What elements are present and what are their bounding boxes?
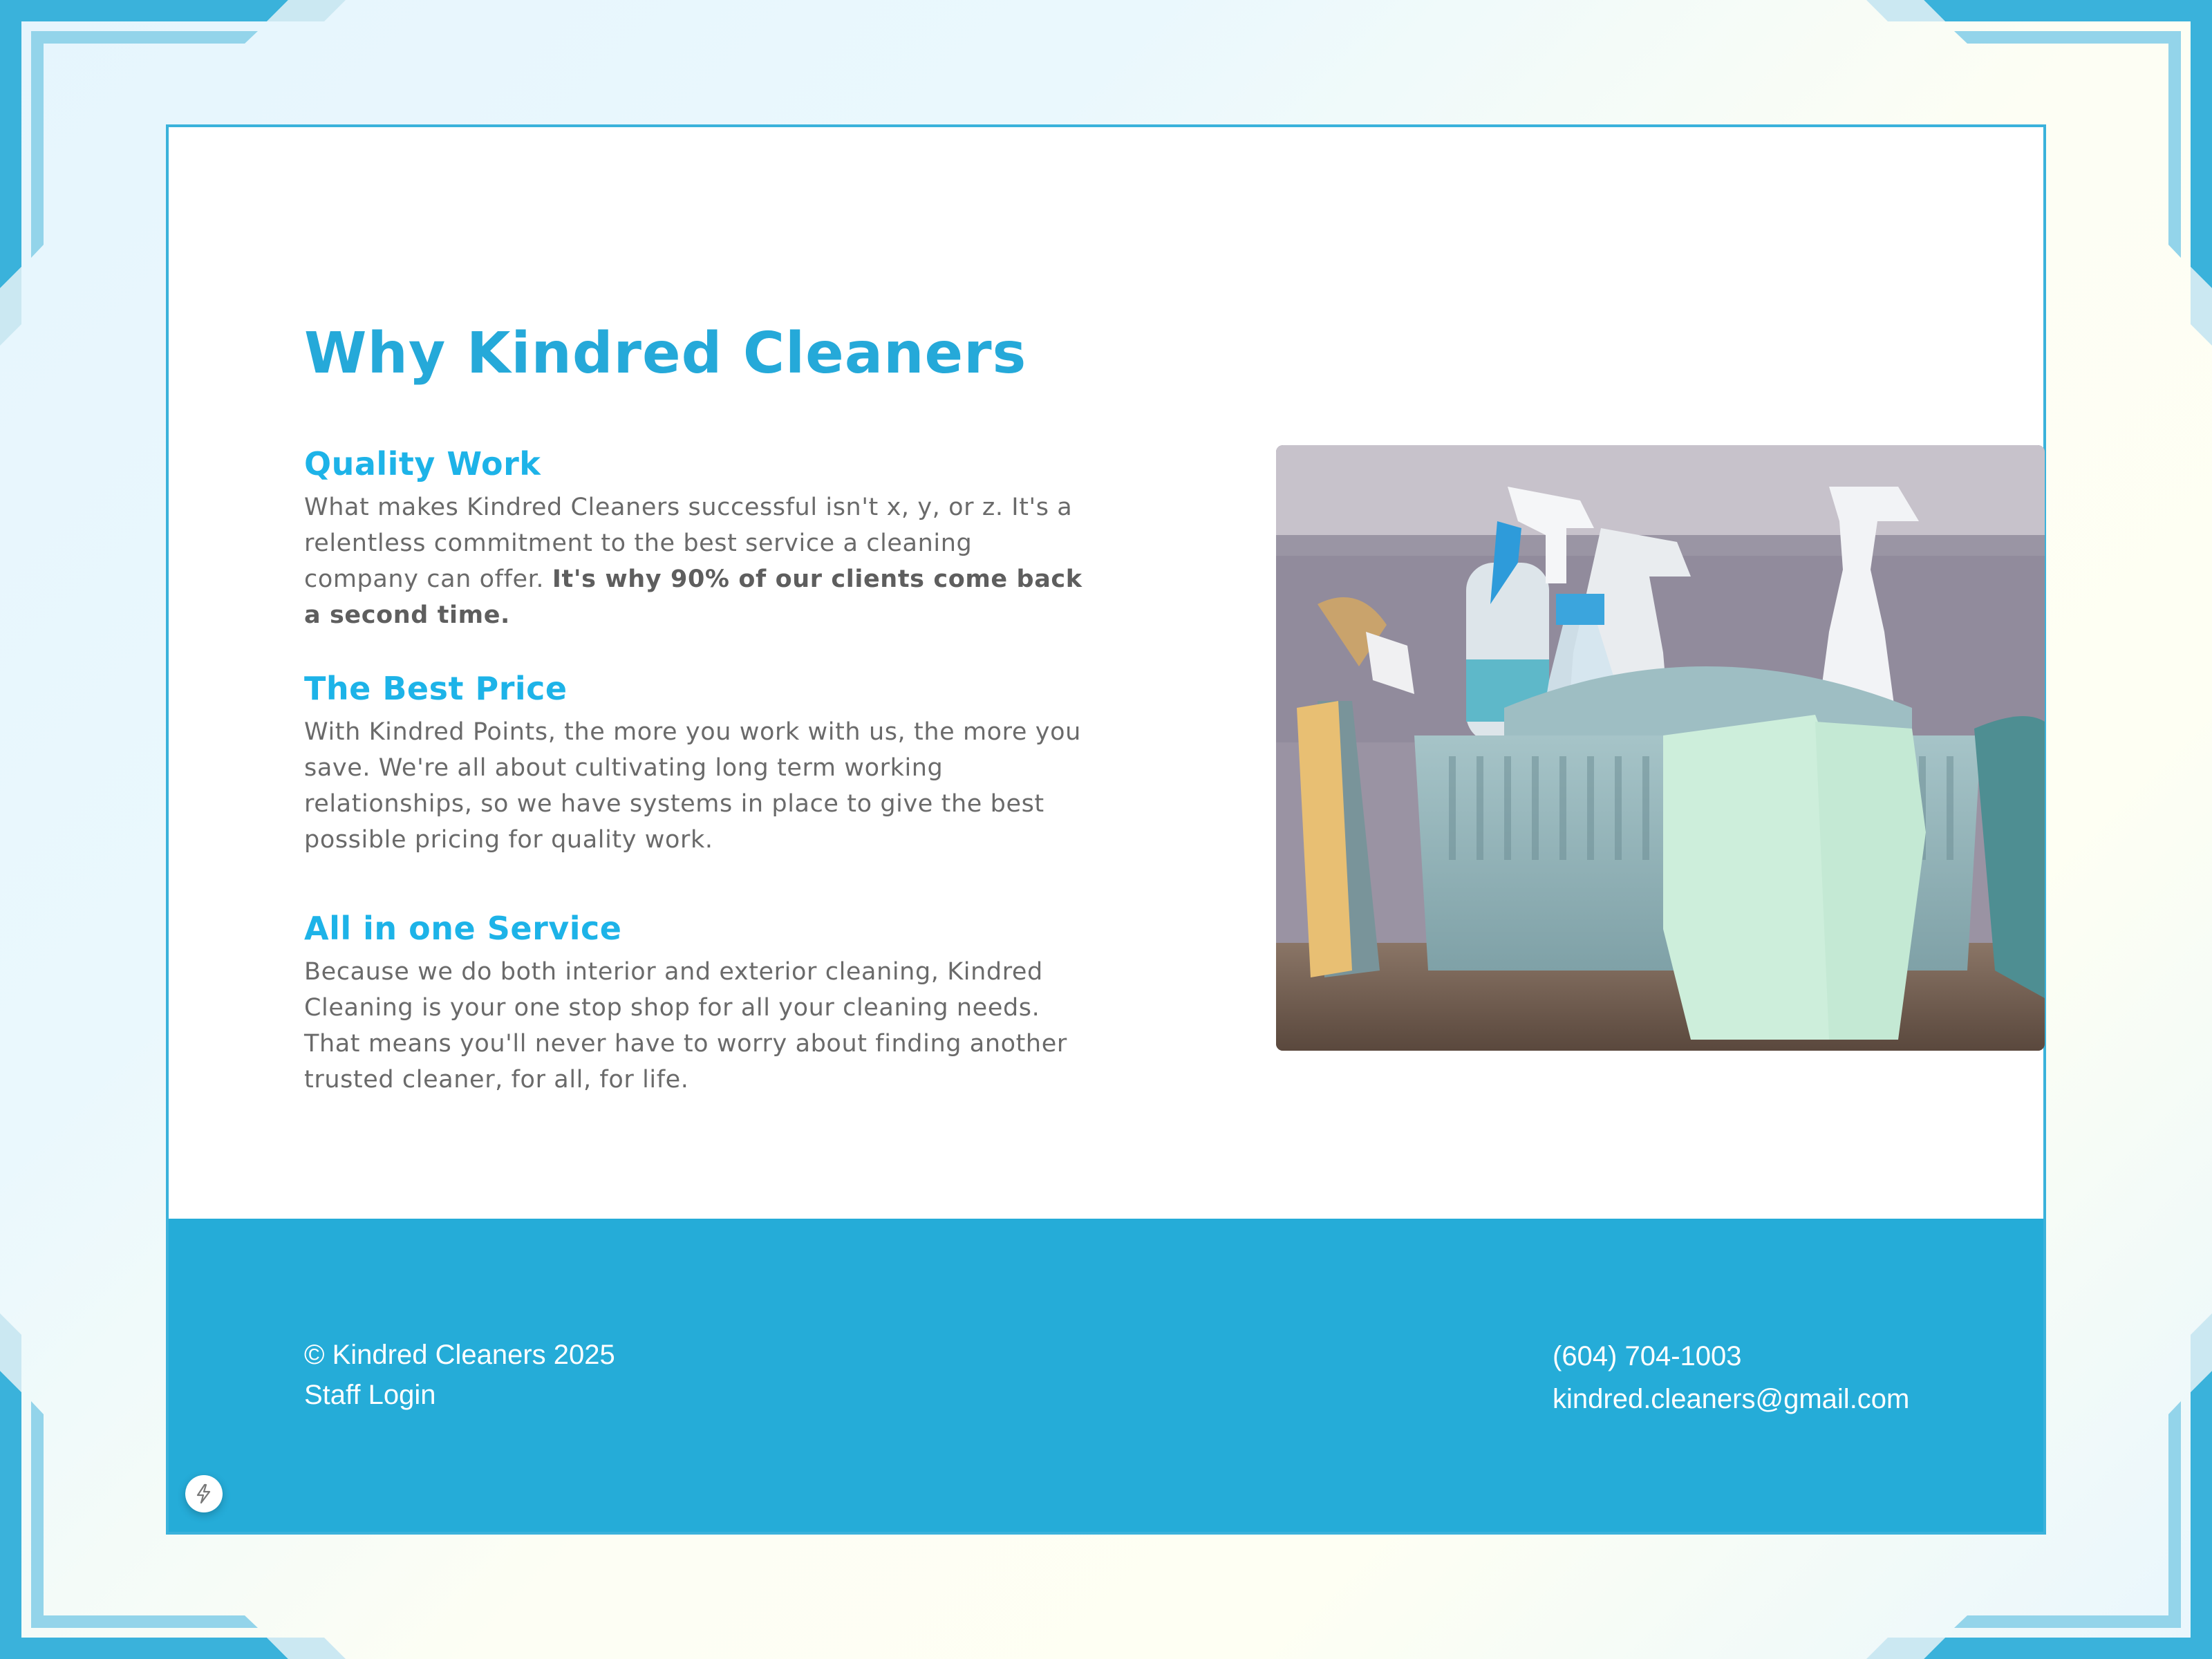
feature-text: What makes Kindred Cleaners successful isn't x, y, or z. It's a relentless commitment to the best service a cleaning company can offer. It's why 90% of our clients come back a second time.: [304, 494, 1082, 629]
feature-heading: All in one Service: [304, 910, 622, 947]
lightning-bolt-icon: [194, 1483, 214, 1504]
staff-login-link[interactable]: Staff Login: [304, 1380, 436, 1410]
cleaning-supplies-image: [1276, 445, 2045, 1051]
footer-left: [304, 1335, 615, 1415]
cleaning-supplies-illustration: [1276, 445, 2045, 1051]
quick-action-button[interactable]: [185, 1475, 223, 1512]
feature-quality-work: [304, 445, 1085, 633]
page-title: Why Kindred Cleaners: [304, 321, 1027, 386]
feature-text: Because we do both interior and exterior cleaning, Kindred Cleaning is your one stop shop for all your cleaning needs. That means you'll never have to worry about finding another trusted cleaner, for all, for life.: [304, 958, 1067, 1094]
feature-text: With Kindred Points, the more you work with us, the more you save. We're all about cultivating long term working relationships, so we have systems in place to give the best possible pricing for quality work.: [304, 718, 1081, 854]
feature-heading: The Best Price: [304, 670, 568, 707]
feature-highlight: It's why 90% of our clients come back a second time.: [304, 565, 1082, 629]
page-card: [166, 124, 2046, 1535]
feature-all-in-one: [304, 910, 1085, 1098]
email-link[interactable]: kindred.cleaners@gmail.com: [1553, 1384, 1910, 1414]
footer-contact: [1553, 1335, 1909, 1421]
why-section: [304, 127, 2043, 1219]
feature-heading: Quality Work: [304, 445, 541, 482]
feature-best-price: [304, 670, 1085, 858]
copyright-text: © Kindred Cleaners 2025: [304, 1340, 615, 1370]
site-footer: [169, 1219, 2043, 1532]
phone-link[interactable]: (604) 704-1003: [1553, 1341, 1742, 1371]
